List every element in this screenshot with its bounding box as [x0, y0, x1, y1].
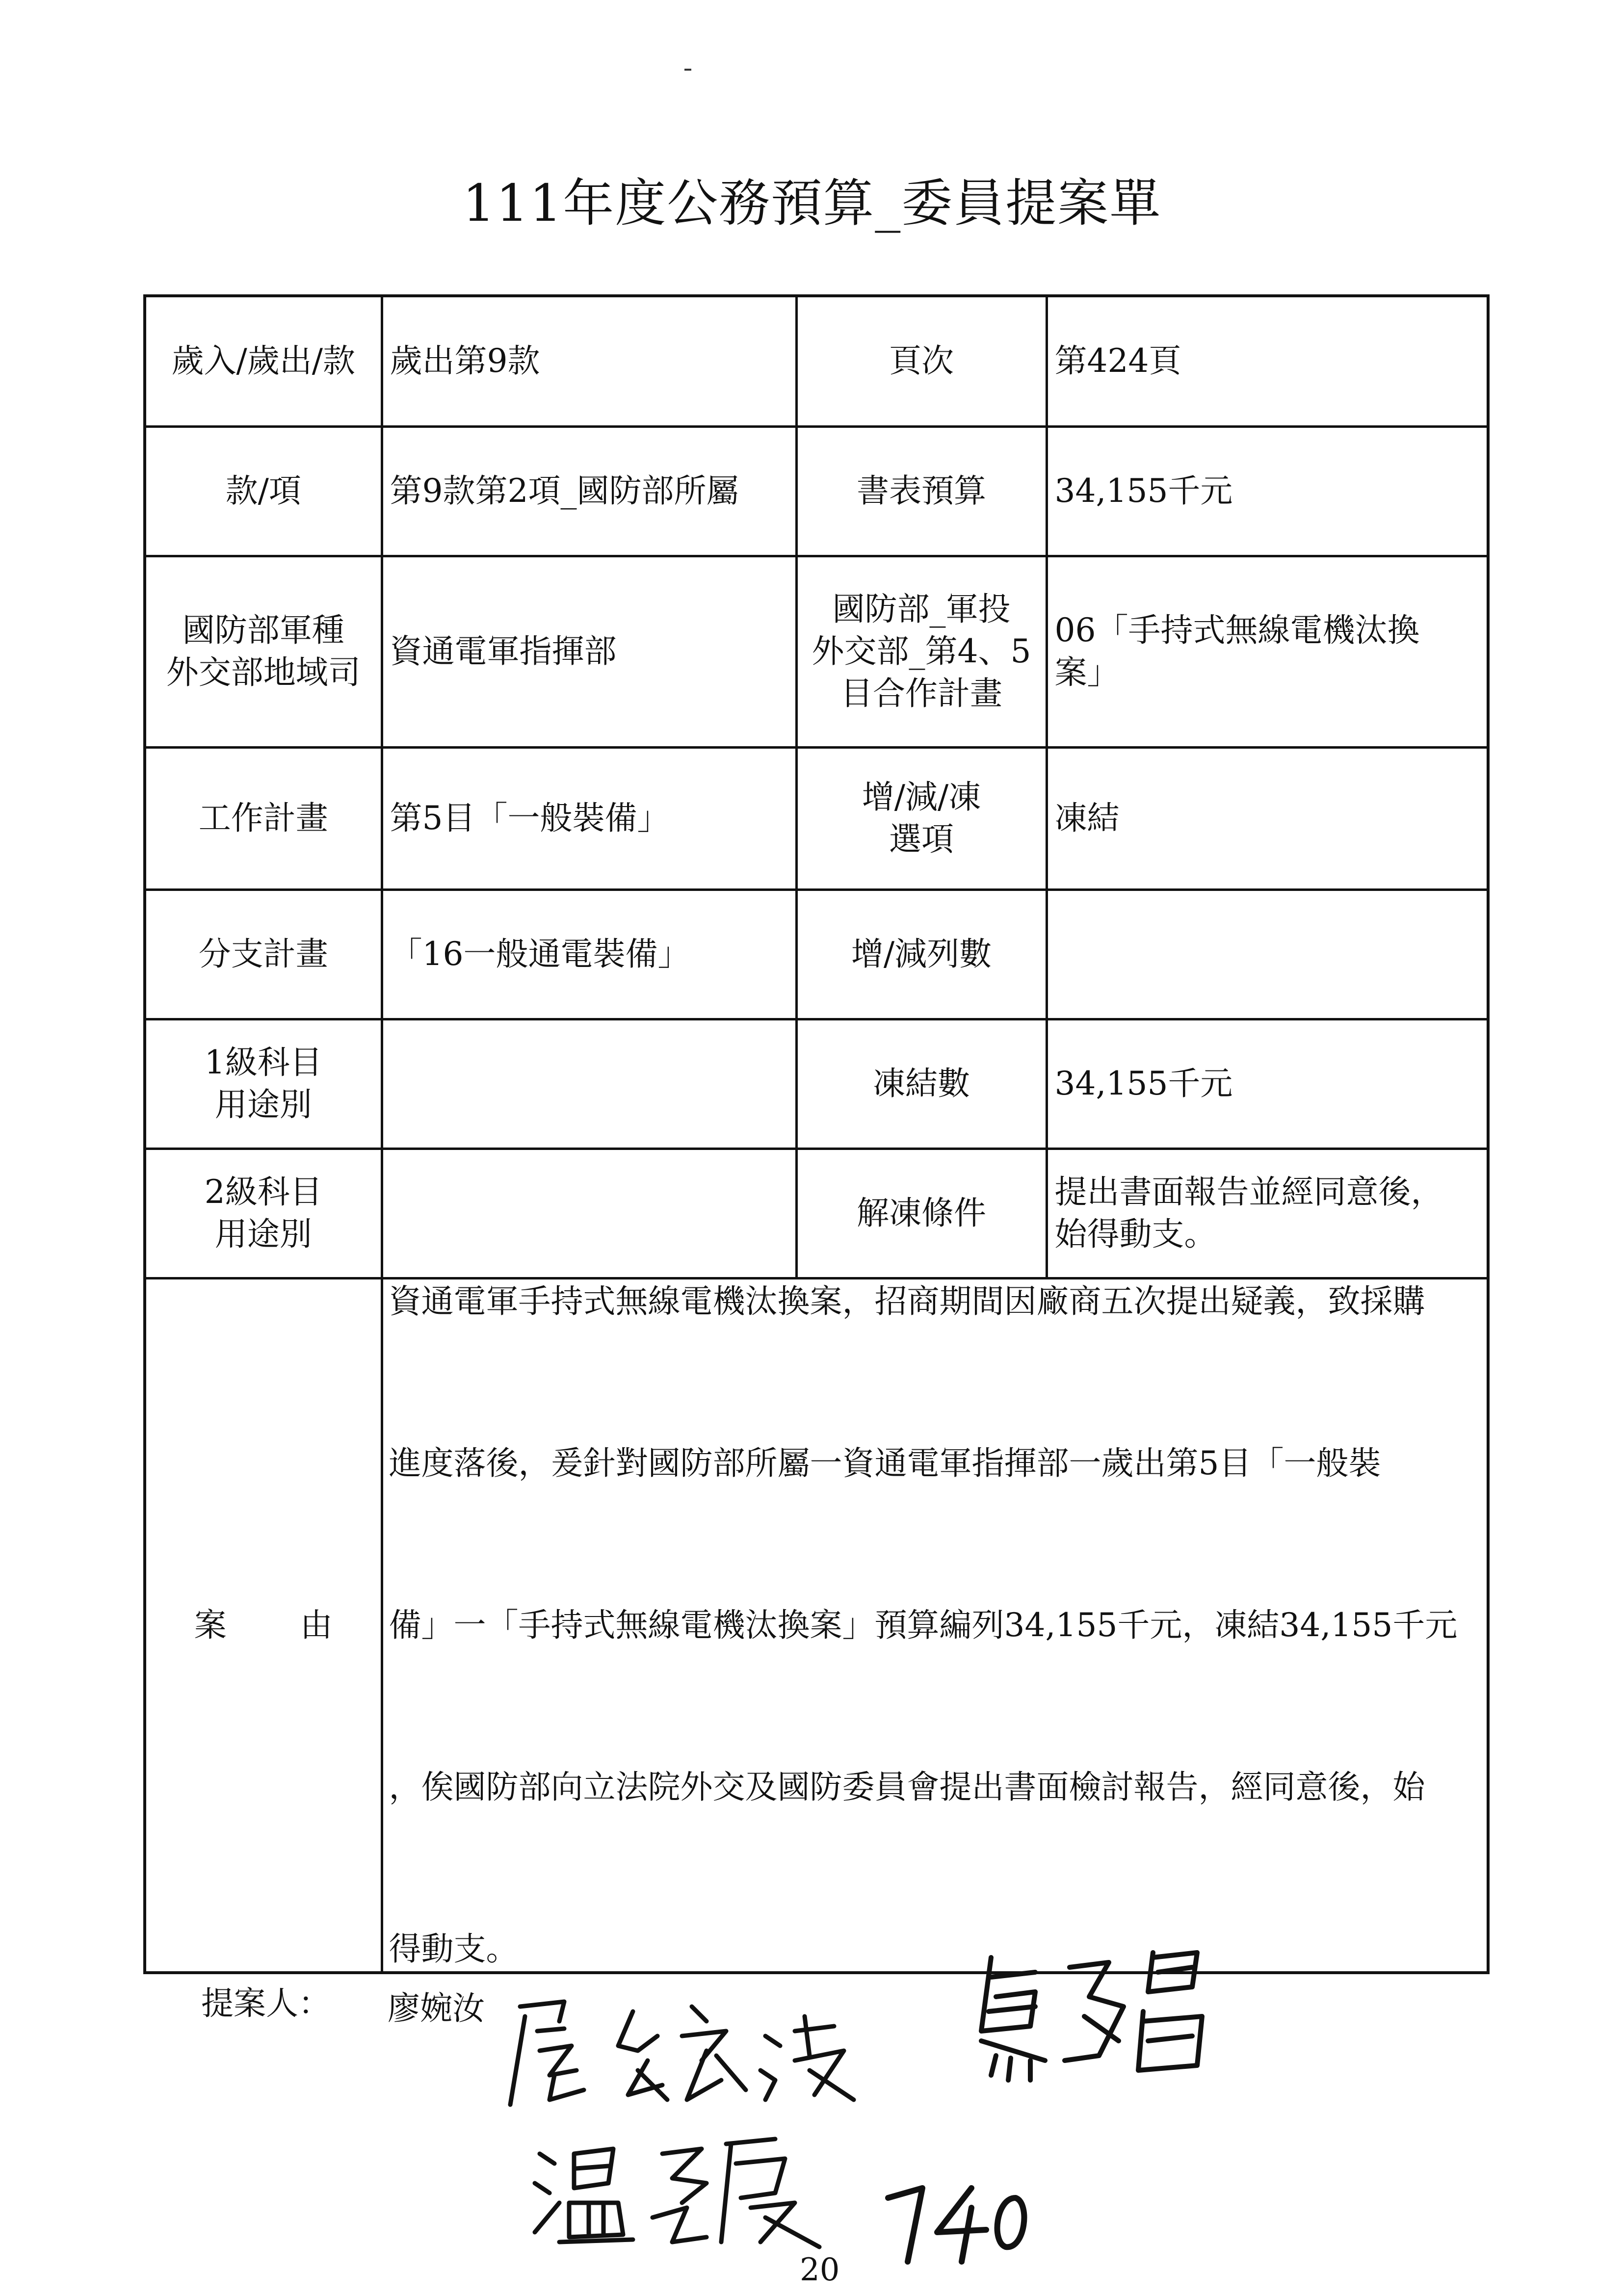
- value-revenue-expense: 歲出第9款: [382, 296, 796, 426]
- label-item: 款/項: [145, 426, 382, 556]
- value-reason: [382, 1278, 1488, 1973]
- proposer-name: 廖婉汝: [388, 1989, 485, 2027]
- label-frozen-amount: 凍結數: [796, 1019, 1047, 1148]
- value-unfreeze-condition: [1047, 1148, 1488, 1278]
- label-level2-line2: 用途別: [214, 1215, 312, 1253]
- label-option: [796, 747, 1047, 889]
- page-number: 20: [800, 2252, 840, 2288]
- table-row: [145, 1278, 1488, 1973]
- value-level2-subject: [382, 1148, 796, 1278]
- value-item: 第9款第2項_國防部所屬: [382, 426, 796, 556]
- value-frozen-amount: 34,155千元: [1047, 1019, 1488, 1148]
- table-row: [145, 1019, 1488, 1148]
- label-reason-char2: 由: [300, 1606, 333, 1644]
- table-row: [145, 1148, 1488, 1278]
- label-option-line2: 選項: [889, 820, 954, 858]
- reason-line: 得動支。: [389, 1930, 519, 1968]
- reason-line: ，俟國防部向立法院外交及國防委員會提出書面檢討報告，經同意後，始: [389, 1768, 1425, 1806]
- label-revenue-expense: 歲入/歲出/款: [145, 296, 382, 426]
- label-option-line1: 增/減/凍: [862, 778, 981, 816]
- label-sub-plan: 分支計畫: [145, 889, 382, 1019]
- label-reason-char1: 案: [194, 1606, 227, 1644]
- form-title: 111年度公務預算_委員提案單: [462, 173, 1162, 233]
- value-page: 第424頁: [1047, 296, 1488, 426]
- scan-mark: [684, 69, 691, 71]
- value-sub-plan: 「16一般通電裝備」: [382, 889, 796, 1019]
- reason-line: 資通電軍手持式無線電機汰換案，招商期間因廠商五次提出疑義，致採購: [389, 1282, 1425, 1320]
- value-plan-line1: 06「手持式無線電機汰換: [1054, 611, 1420, 650]
- table-row: [145, 747, 1488, 889]
- reason-line: 備」一「手持式無線電機汰換案」預算編列34,155千元，凍結34,155千元: [389, 1606, 1458, 1644]
- value-change-amount: [1047, 889, 1488, 1019]
- label-level1-line1: 1級科目: [204, 1044, 322, 1082]
- handwritten-signature-3: [520, 2124, 844, 2257]
- label-page: 頁次: [796, 296, 1047, 426]
- value-option: 凍結: [1047, 747, 1488, 889]
- handwritten-signature-2: [962, 1933, 1227, 2095]
- label-plan-line3: 目合作計畫: [840, 674, 1002, 712]
- value-unfreeze-line2: 始得動支。: [1054, 1215, 1217, 1253]
- label-level1-subject: [145, 1019, 382, 1148]
- value-budget: 34,155千元: [1047, 426, 1488, 556]
- proposer-label: 提案人：: [201, 1984, 331, 2022]
- label-plan: [796, 556, 1047, 747]
- label-branch-line1: 國防部軍種: [182, 611, 344, 650]
- handwritten-signature-1: [491, 1977, 873, 2124]
- label-plan-line1: 國防部_軍投: [832, 590, 1011, 628]
- label-level1-line2: 用途別: [214, 1086, 312, 1123]
- handwritten-count: [878, 2178, 1040, 2267]
- label-work-plan: 工作計畫: [145, 747, 382, 889]
- value-work-plan: 第5目「一般裝備」: [382, 747, 796, 889]
- value-branch: 資通電軍指揮部: [382, 556, 796, 747]
- table-row: [145, 556, 1488, 747]
- table-row: [145, 296, 1488, 426]
- label-change-amount: 增/減列數: [796, 889, 1047, 1019]
- label-branch-line2: 外交部地域司: [166, 653, 361, 691]
- table-row: [145, 426, 1488, 556]
- label-plan-line2: 外交部_第4、5: [812, 632, 1031, 671]
- label-level2-line1: 2級科目: [204, 1173, 322, 1211]
- label-unfreeze-condition: 解凍條件: [796, 1148, 1047, 1278]
- reason-line: 進度落後，爰針對國防部所屬一資通電軍指揮部一歲出第5目「一般裝: [389, 1444, 1381, 1482]
- proposal-form-table: [143, 294, 1490, 1974]
- value-level1-subject: [382, 1019, 796, 1148]
- value-unfreeze-line1: 提出書面報告並經同意後，: [1054, 1173, 1443, 1211]
- value-plan: [1047, 556, 1488, 747]
- value-plan-line2: 案」: [1054, 653, 1120, 691]
- label-branch: [145, 556, 382, 747]
- label-level2-subject: [145, 1148, 382, 1278]
- table-row: [145, 889, 1488, 1019]
- label-budget: 書表預算: [796, 426, 1047, 556]
- label-reason: [145, 1278, 382, 1973]
